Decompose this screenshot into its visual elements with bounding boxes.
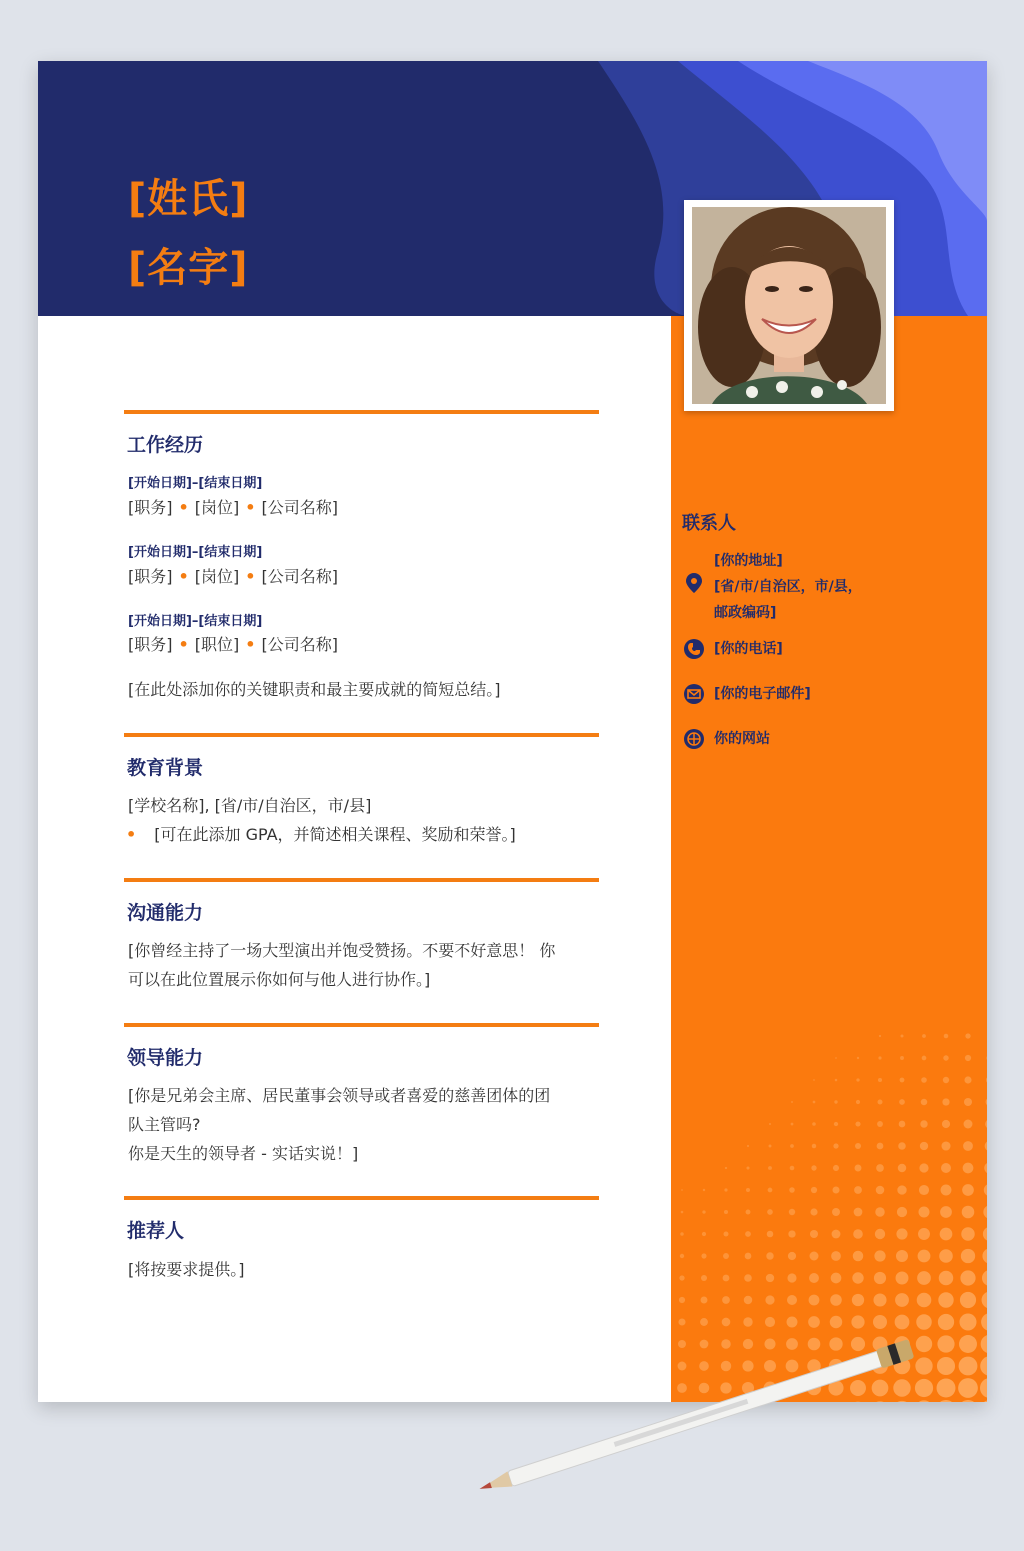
halftone-dot [941, 1163, 951, 1173]
halftone-dot [854, 1186, 862, 1194]
halftone-dot [964, 1076, 971, 1083]
halftone-dot [981, 1335, 987, 1354]
halftone-dot [980, 1400, 987, 1402]
halftone-dot [960, 1292, 976, 1308]
halftone-dot [900, 1056, 904, 1060]
work-2-position: [岗位] [194, 567, 240, 586]
halftone-dot [787, 1317, 798, 1328]
halftone-dot [832, 1208, 840, 1216]
halftone-dot [834, 1122, 838, 1126]
halftone-dot [982, 1270, 987, 1286]
halftone-dot [833, 1165, 839, 1171]
halftone-dot [873, 1315, 887, 1329]
email-icon [683, 683, 705, 705]
halftone-dot [876, 1186, 885, 1195]
leadership-title: 领导能力 [127, 1047, 204, 1069]
halftone-dot [743, 1317, 752, 1326]
halftone-dot [831, 1251, 841, 1261]
halftone-dot [680, 1232, 684, 1236]
halftone-dot [702, 1232, 706, 1236]
halftone-dot [918, 1206, 929, 1217]
section-rule [124, 1196, 599, 1200]
halftone-dot [854, 1208, 863, 1217]
halftone-dot [896, 1228, 907, 1239]
contact-title: 联系人 [682, 513, 736, 534]
halftone-dot [939, 1271, 954, 1286]
halftone-dot [788, 1252, 796, 1260]
halftone-dot [723, 1253, 729, 1259]
work-1-dates: [开始日期]–[结束日期] [128, 476, 263, 491]
references-text: [将按要求提供。] [128, 1260, 245, 1279]
halftone-dot [723, 1231, 728, 1236]
work-2-company: [公司名称] [261, 567, 338, 586]
halftone-dot [943, 1055, 948, 1060]
halftone-dot [791, 1123, 794, 1126]
references-title: 推荐人 [127, 1220, 185, 1242]
halftone-dot [787, 1295, 797, 1305]
halftone-dot [680, 1254, 684, 1258]
pencil-decoration [460, 1330, 960, 1500]
halftone-dot [900, 1034, 903, 1037]
address-line-2: [省/市/自治区，市/县， [714, 579, 862, 595]
halftone-dot [852, 1272, 863, 1283]
halftone-dot [853, 1229, 863, 1239]
leadership-line-1: [你是兄弟会主席、居民董事会领导或者喜爱的慈善团体的团 [128, 1086, 551, 1105]
halftone-dot [985, 1141, 987, 1152]
halftone-dot [878, 1078, 882, 1082]
work-3-line: [职务] • [职位] • [公司名称] [128, 635, 338, 654]
halftone-dot [791, 1101, 793, 1103]
halftone-dot [855, 1143, 861, 1149]
halftone-dot [917, 1293, 932, 1308]
work-1-role: [职务] [128, 498, 173, 517]
halftone-dot [853, 1251, 864, 1262]
halftone-dot [987, 1055, 988, 1062]
halftone-dot [835, 1057, 837, 1059]
halftone-dot [723, 1275, 730, 1282]
halftone-dot [790, 1144, 794, 1148]
halftone-dot [765, 1295, 774, 1304]
halftone-dot [981, 1313, 987, 1331]
communication-line-1: [你曾经主持了一场大型演出并饱受赞扬。不要不好意思！ 你 [128, 941, 556, 960]
halftone-dot [963, 1141, 973, 1151]
halftone-dot [944, 1034, 949, 1039]
halftone-dot [874, 1250, 885, 1261]
halftone-dot [942, 1120, 950, 1128]
halftone-dot [812, 1122, 816, 1126]
halftone-dot [938, 1292, 953, 1307]
halftone-dot [897, 1207, 907, 1217]
halftone-dot [808, 1316, 820, 1328]
halftone-dot [769, 1145, 772, 1148]
halftone-dot [744, 1274, 752, 1282]
halftone-dot [855, 1165, 862, 1172]
halftone-dot [852, 1294, 864, 1306]
profile-photo [692, 207, 886, 404]
halftone-dot [765, 1317, 775, 1327]
halftone-dot [809, 1273, 819, 1283]
leadership-line-2: 队主管吗? [128, 1115, 201, 1134]
bullet-icon: • [126, 825, 137, 844]
halftone-dot [900, 1078, 905, 1083]
work-title: 工作经历 [127, 434, 204, 456]
phone-text: [你的电话] [714, 641, 783, 657]
halftone-dot [766, 1274, 774, 1282]
halftone-dot [679, 1275, 684, 1280]
education-bullet-text: [可在此添加 GPA，并简述相关课程、奖励和荣誉。] [154, 825, 516, 844]
halftone-dot [830, 1316, 842, 1328]
work-3-company: [公司名称] [261, 635, 338, 654]
halftone-dot [896, 1250, 908, 1262]
halftone-dot [959, 1313, 976, 1330]
halftone-dot [809, 1295, 820, 1306]
halftone-dot [941, 1185, 952, 1196]
halftone-dot [899, 1121, 906, 1128]
halftone-dot [856, 1078, 859, 1081]
halftone-dot [986, 1076, 987, 1084]
halftone-dot [874, 1272, 886, 1284]
halftone-dot [922, 1034, 926, 1038]
halftone-dot [790, 1166, 795, 1171]
halftone-dot [768, 1166, 772, 1170]
halftone-dot [965, 1033, 970, 1038]
halftone-dot [725, 1167, 727, 1169]
halftone-dot [964, 1120, 973, 1129]
work-1-line: [职务] • [岗位] • [公司名称] [128, 498, 338, 517]
halftone-dot [681, 1211, 684, 1214]
halftone-dot [811, 1187, 817, 1193]
halftone-dot [897, 1185, 906, 1194]
halftone-dot [679, 1297, 685, 1303]
halftone-dot [813, 1079, 815, 1081]
work-2-role: [职务] [128, 567, 173, 586]
halftone-dot [898, 1164, 906, 1172]
halftone-dot [961, 1227, 974, 1240]
email-text: [你的电子邮件] [714, 686, 811, 702]
work-1-company: [公司名称] [261, 498, 338, 517]
halftone-dot [787, 1273, 796, 1282]
halftone-pattern [671, 316, 987, 1402]
halftone-dot [745, 1231, 751, 1237]
halftone-dot [747, 1145, 749, 1147]
address-line-3: 邮政编码] [714, 605, 777, 621]
profile-photo-frame [684, 200, 894, 411]
halftone-dot [940, 1206, 952, 1218]
halftone-dot [830, 1294, 842, 1306]
address-line-1: [你的地址] [714, 553, 783, 569]
halftone-dot [960, 1270, 975, 1285]
halftone-dot [917, 1271, 931, 1285]
halftone-dot [851, 1315, 864, 1328]
halftone-dot [922, 1056, 927, 1061]
halftone-dot [918, 1228, 930, 1240]
halftone-dot [941, 1141, 950, 1150]
halftone-dot [767, 1231, 774, 1238]
halftone-dot [746, 1210, 751, 1215]
given-name: [名字] [128, 245, 249, 291]
education-bullet-item [126, 820, 516, 849]
halftone-dot [769, 1123, 771, 1125]
halftone-dot [986, 1098, 987, 1107]
halftone-dot [877, 1121, 883, 1127]
halftone-dot [832, 1186, 839, 1193]
work-summary: [在此处添加你的关键职责和最主要成就的简短总结。] [128, 680, 501, 699]
halftone-dot [940, 1228, 953, 1241]
halftone-dot [877, 1143, 884, 1150]
halftone-dot [938, 1314, 954, 1330]
halftone-dot [898, 1142, 906, 1150]
halftone-dot [700, 1318, 708, 1326]
section-rule [124, 1023, 599, 1027]
work-3-dates: [开始日期]–[结束日期] [128, 614, 263, 629]
website-text: 你的网站 [714, 731, 770, 747]
halftone-dot [899, 1099, 905, 1105]
halftone-dot [980, 1378, 987, 1398]
section-rule [124, 878, 599, 882]
halftone-dot [875, 1229, 885, 1239]
halftone-dot [896, 1272, 909, 1285]
work-2-line: [职务] • [岗位] • [公司名称] [128, 567, 338, 586]
education-school: [学校名称], [省/市/自治区，市/县] [128, 796, 372, 815]
halftone-dot [834, 1100, 837, 1103]
halftone-dot [963, 1163, 974, 1174]
halftone-dot [812, 1144, 816, 1148]
halftone-dot [878, 1100, 883, 1105]
halftone-dot [982, 1292, 987, 1309]
halftone-dot [983, 1227, 987, 1241]
halftone-dot [724, 1210, 728, 1214]
work-3-role: [职务] [128, 635, 173, 654]
halftone-dot [745, 1253, 752, 1260]
halftone-dot [789, 1209, 795, 1215]
halftone-dot [895, 1293, 909, 1307]
halftone-dot [681, 1189, 683, 1191]
halftone-dot [766, 1252, 773, 1259]
section-rule [124, 733, 599, 737]
halftone-dot [983, 1205, 987, 1218]
halftone-dot [702, 1210, 705, 1213]
work-3-position: [职位] [194, 635, 240, 654]
halftone-dot [916, 1314, 932, 1330]
halftone-dot [920, 1120, 927, 1127]
leadership-line-3: 你是天生的领导者 - 实话实说！] [128, 1144, 359, 1163]
halftone-dot [878, 1056, 881, 1059]
halftone-dot [918, 1250, 931, 1263]
halftone-dot [722, 1296, 730, 1304]
halftone-dot [920, 1142, 928, 1150]
halftone-dot [959, 1357, 978, 1376]
halftone-dot [985, 1119, 987, 1129]
halftone-dot [767, 1209, 773, 1215]
halftone-dot [959, 1335, 977, 1353]
halftone-dot [919, 1185, 929, 1195]
halftone-dot [919, 1163, 928, 1172]
halftone-dot [789, 1187, 795, 1193]
halftone-dot [746, 1188, 750, 1192]
halftone-dot [833, 1143, 838, 1148]
halftone-dot [980, 1356, 987, 1376]
halftone-dot [788, 1230, 795, 1237]
halftone-dot [942, 1098, 949, 1105]
halftone-dot [703, 1189, 705, 1191]
halftone-dot [943, 1077, 949, 1083]
halftone-dot [921, 1077, 927, 1083]
halftone-dot [835, 1079, 838, 1082]
halftone-dot [701, 1275, 707, 1281]
work-1-position: [岗位] [194, 498, 240, 517]
website-icon [683, 728, 705, 750]
halftone-dot [984, 1184, 987, 1196]
halftone-dot [962, 1206, 975, 1219]
halftone-dot [961, 1249, 975, 1263]
communication-line-2: 可以在此位置展示你如何与他人进行协作。] [128, 970, 431, 989]
halftone-dot [722, 1318, 731, 1327]
halftone-dot [768, 1188, 773, 1193]
work-2-dates: [开始日期]–[结束日期] [128, 545, 263, 560]
halftone-dot [875, 1207, 884, 1216]
halftone-dot [701, 1253, 706, 1258]
halftone-dot [958, 1378, 978, 1398]
halftone-dot [746, 1166, 749, 1169]
halftone-dot [964, 1098, 972, 1106]
halftone-dot [811, 1165, 816, 1170]
surname: [姓氏] [128, 176, 249, 222]
halftone-dot [831, 1273, 842, 1284]
halftone-dot [856, 1100, 860, 1104]
halftone-dot [958, 1400, 978, 1402]
communication-title: 沟通能力 [127, 902, 204, 924]
education-title: 教育背景 [127, 757, 204, 779]
halftone-dot [879, 1035, 881, 1037]
phone-icon [683, 638, 705, 660]
halftone-dot [678, 1318, 685, 1325]
halftone-dot [744, 1296, 753, 1305]
resume-page [38, 61, 987, 1402]
halftone-dot [855, 1121, 860, 1126]
sidebar [671, 316, 987, 1402]
halftone-dot [810, 1208, 817, 1215]
halftone-dot [984, 1162, 987, 1174]
halftone-dot [965, 1055, 971, 1061]
halftone-dot [810, 1230, 818, 1238]
halftone-dot [832, 1230, 841, 1239]
halftone-dot [876, 1164, 884, 1172]
halftone-dot [895, 1315, 910, 1330]
halftone-dot [921, 1099, 928, 1106]
halftone-dot [962, 1184, 974, 1196]
halftone-dot [701, 1297, 708, 1304]
section-rule [124, 410, 599, 414]
halftone-dot [724, 1188, 727, 1191]
halftone-dot [873, 1293, 886, 1306]
halftone-dot [813, 1101, 816, 1104]
halftone-dot [939, 1249, 953, 1263]
halftone-dot [857, 1057, 859, 1059]
halftone-dot [982, 1248, 987, 1263]
halftone-dot [810, 1252, 819, 1261]
location-icon [683, 572, 705, 594]
